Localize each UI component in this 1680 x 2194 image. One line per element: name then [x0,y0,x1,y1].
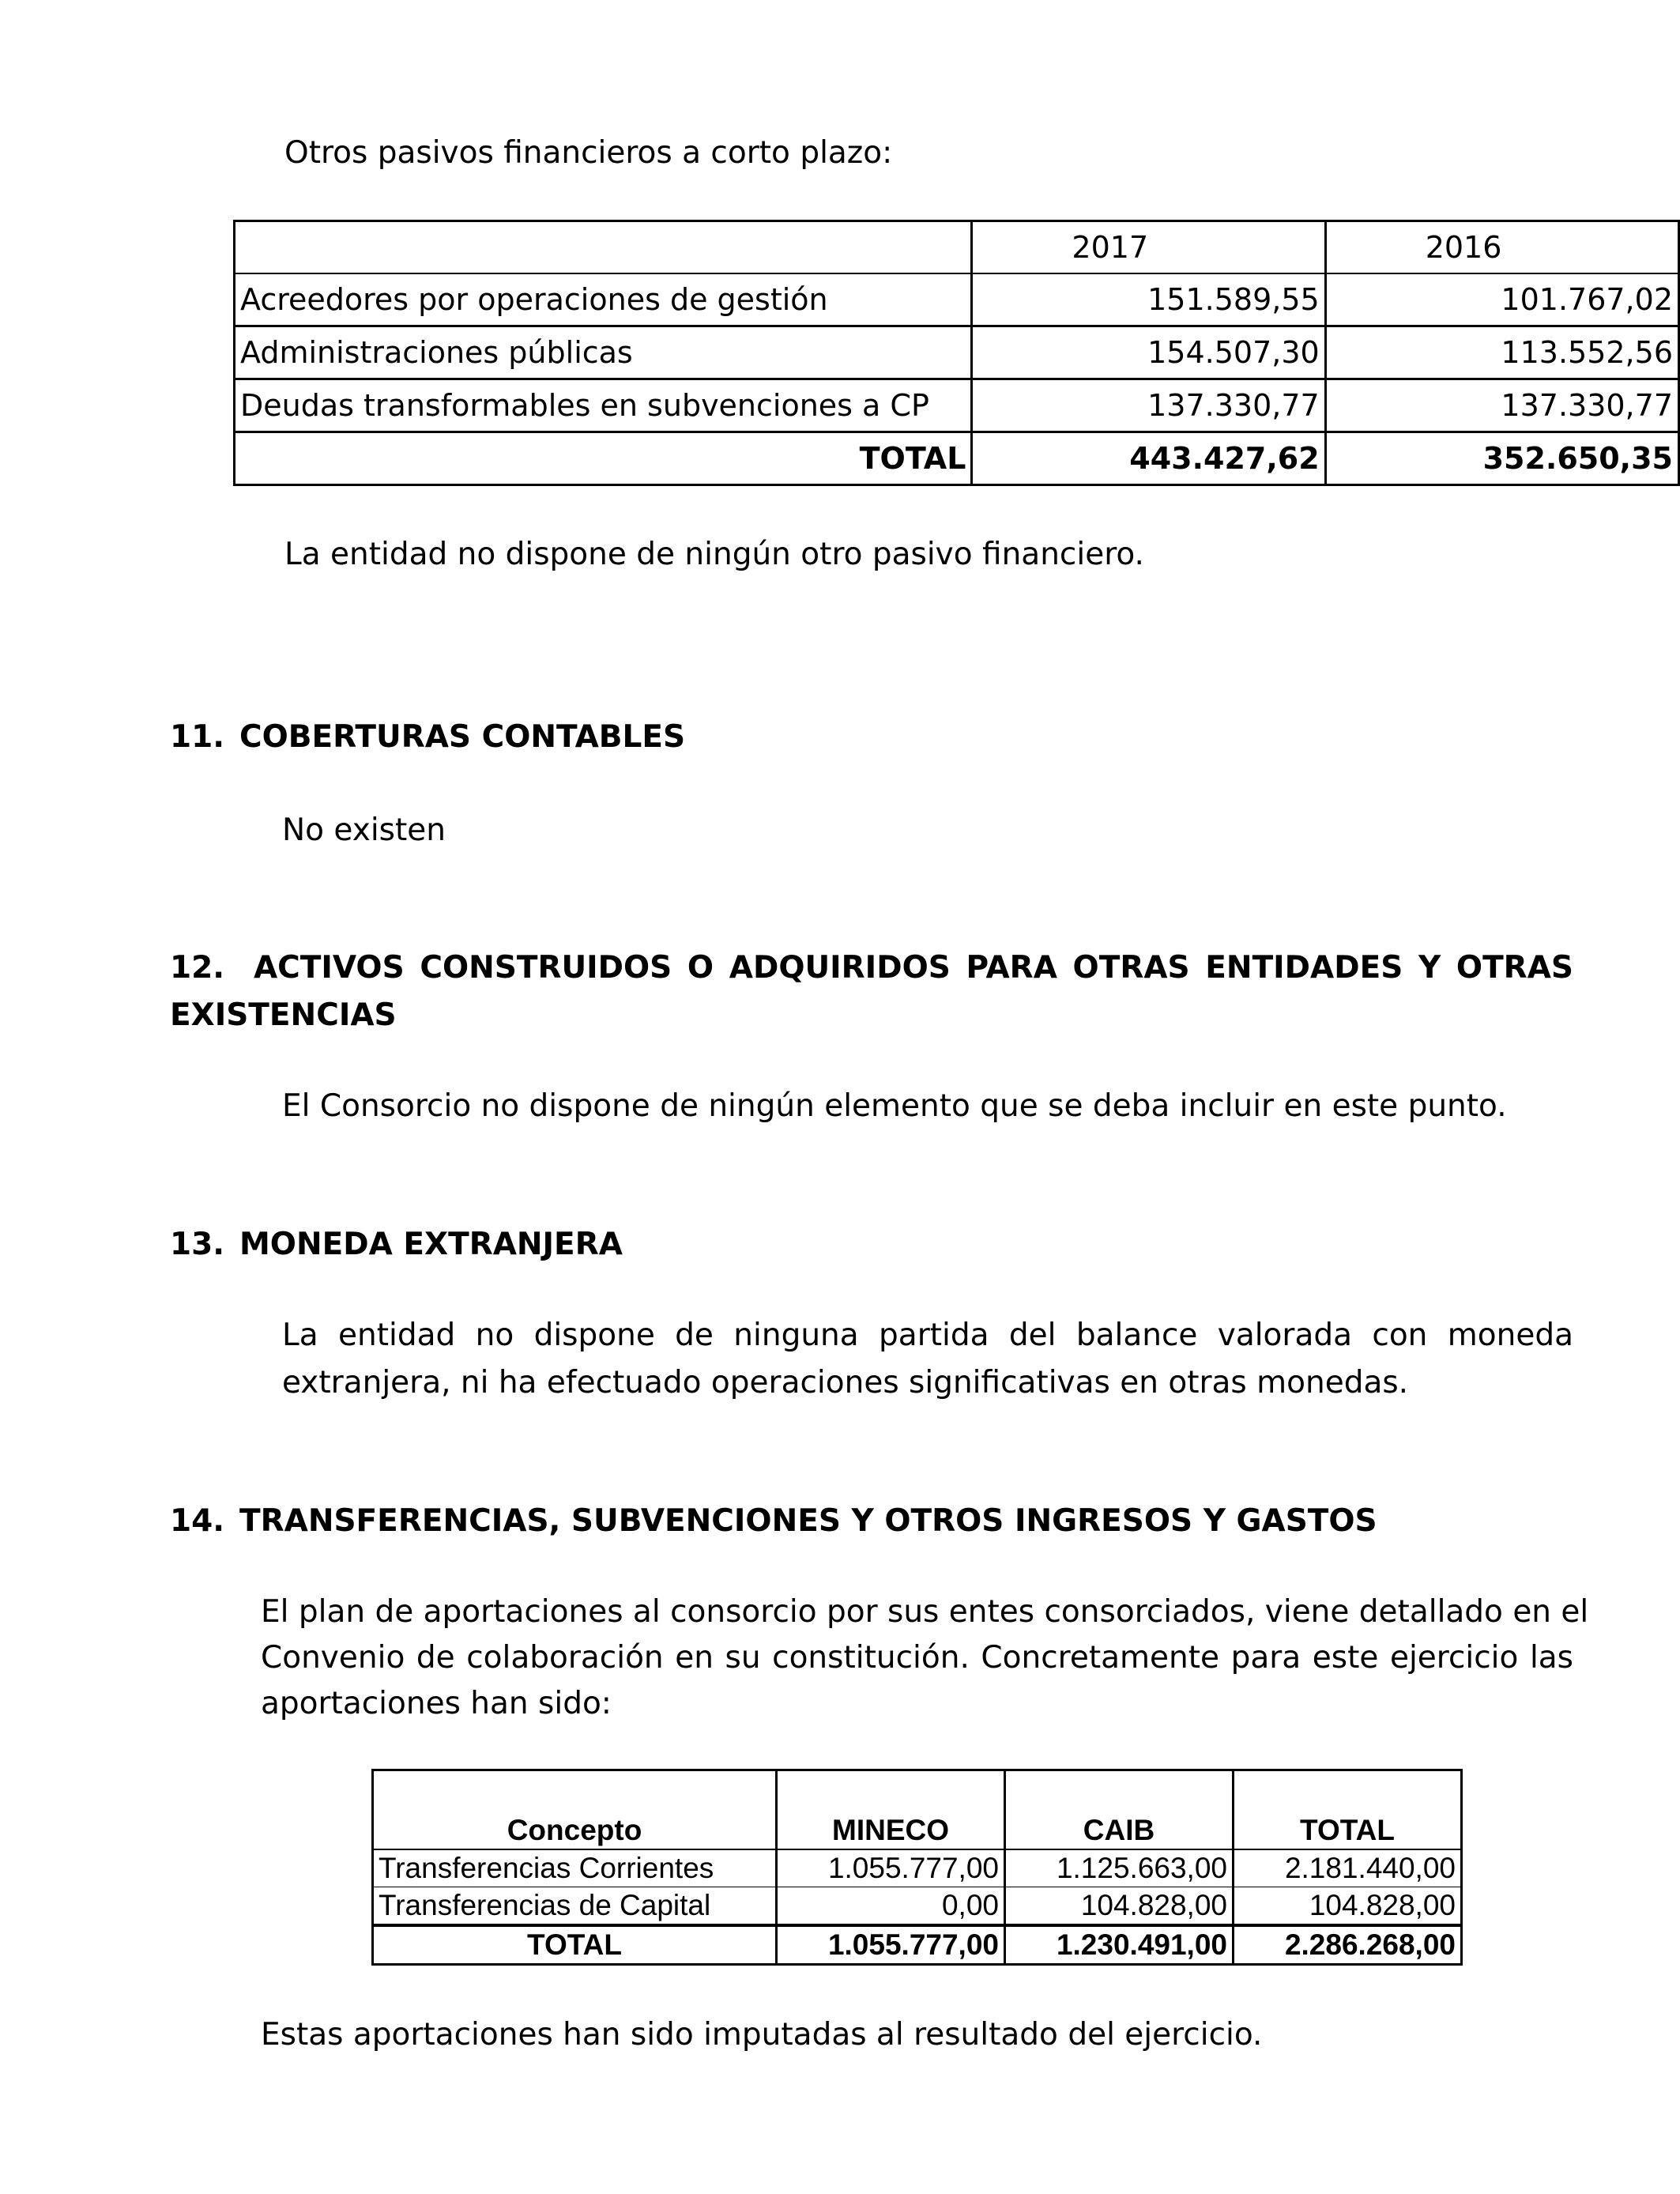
intro-text: Otros pasivos financieros a corto plazo: [284,135,893,171]
section-number: 11. [170,719,225,755]
contributions-table [371,1769,1463,1966]
table-total-row [235,432,1679,485]
section-title: TRANSFERENCIAS, SUBVENCIONES Y OTROS INGRESOS Y GASTOS [239,1503,1377,1539]
table-row [235,273,1679,326]
total-label: TOTAL [235,432,972,485]
total-mineco: 1.055.777,00 [777,1925,1005,1965]
header-total: TOTAL [1234,1770,1462,1850]
section-13-heading [170,1229,623,1260]
short-term-liabilities-table [233,220,1680,486]
row-value-2017: 154.507,30 [972,326,1325,379]
row-concepto: Transferencias de Capital [373,1887,777,1926]
row-total: 2.181.440,00 [1234,1849,1462,1887]
total-label: TOTAL [373,1925,777,1965]
note-no-other-liabilities: La entidad no dispone de ningún otro pasivo financiero. [284,537,1144,572]
row-label: Acreedores por operaciones de gestión [235,273,972,326]
section-14-heading [170,1503,1377,1539]
row-value-2017: 151.589,55 [972,273,1325,326]
section-12-heading-line2: EXISTENCIAS [170,997,397,1033]
row-value-2016: 101.767,02 [1325,273,1678,326]
section-number: 12. [170,950,225,986]
header-empty-cell [235,221,972,274]
table-row [235,379,1679,432]
table-total-row [373,1925,1462,1965]
header-mineco: MINECO [777,1770,1005,1850]
total-caib: 1.230.491,00 [1005,1925,1234,1965]
total-value-2016: 352.650,35 [1325,432,1678,485]
row-label: Administraciones públicas [235,326,972,379]
section-11-heading [170,719,686,755]
section-14-text-line3: aportaciones han sido: [261,1686,612,1721]
row-mineco: 1.055.777,00 [777,1849,1005,1887]
header-year-2016: 2016 [1325,221,1678,274]
header-concepto: Concepto [373,1770,777,1850]
row-value-2017: 137.330,77 [972,379,1325,432]
table-row [235,326,1679,379]
total-value-2017: 443.427,62 [972,432,1325,485]
section-number: 13. [170,1227,225,1262]
table-header-row [373,1770,1462,1850]
section-14-text-line1: El plan de aportaciones al consorcio por sus entes consorciados, viene detallado en el [261,1594,1589,1630]
section-13-text-line2: extranjera, ni ha efectuado operaciones significativas en otras monedas. [282,1365,1409,1400]
section-title: ACTIVOS CONSTRUIDOS O ADQUIRIDOS PARA OTRAS ENTIDADES Y OTRAS [254,950,1573,986]
section-title: MONEDA EXTRANJERA [239,1227,623,1262]
section-13-text-line1: La entidad no dispone de ninguna partida del balance valorada con moneda [282,1318,1573,1353]
section-11-text: No existen [282,812,446,848]
header-year-2017: 2017 [972,221,1325,274]
table-row [373,1849,1462,1887]
table-header-row [235,221,1679,274]
section-12-text: El Consorcio no dispone de ningún elemento que se deba incluir en este punto. [282,1088,1507,1124]
row-value-2016: 113.552,56 [1325,326,1678,379]
section-title: COBERTURAS CONTABLES [239,719,686,755]
row-value-2016: 137.330,77 [1325,379,1678,432]
row-concepto: Transferencias Corrientes [373,1849,777,1887]
row-caib: 1.125.663,00 [1005,1849,1234,1887]
section-number: 14. [170,1503,225,1539]
section-14-text-line2: Convenio de colaboración en su constitución. Concretamente para este ejercicio las [261,1640,1573,1676]
row-total: 104.828,00 [1234,1887,1462,1926]
section-12-heading-line1 [170,950,1573,986]
table-row [373,1887,1462,1926]
row-label: Deudas transformables en subvenciones a CP [235,379,972,432]
row-caib: 104.828,00 [1005,1887,1234,1926]
section-14-closing: Estas aportaciones han sido imputadas al resultado del ejercicio. [261,2017,1263,2053]
total-total: 2.286.268,00 [1234,1925,1462,1965]
row-mineco: 0,00 [777,1887,1005,1926]
header-caib: CAIB [1005,1770,1234,1850]
